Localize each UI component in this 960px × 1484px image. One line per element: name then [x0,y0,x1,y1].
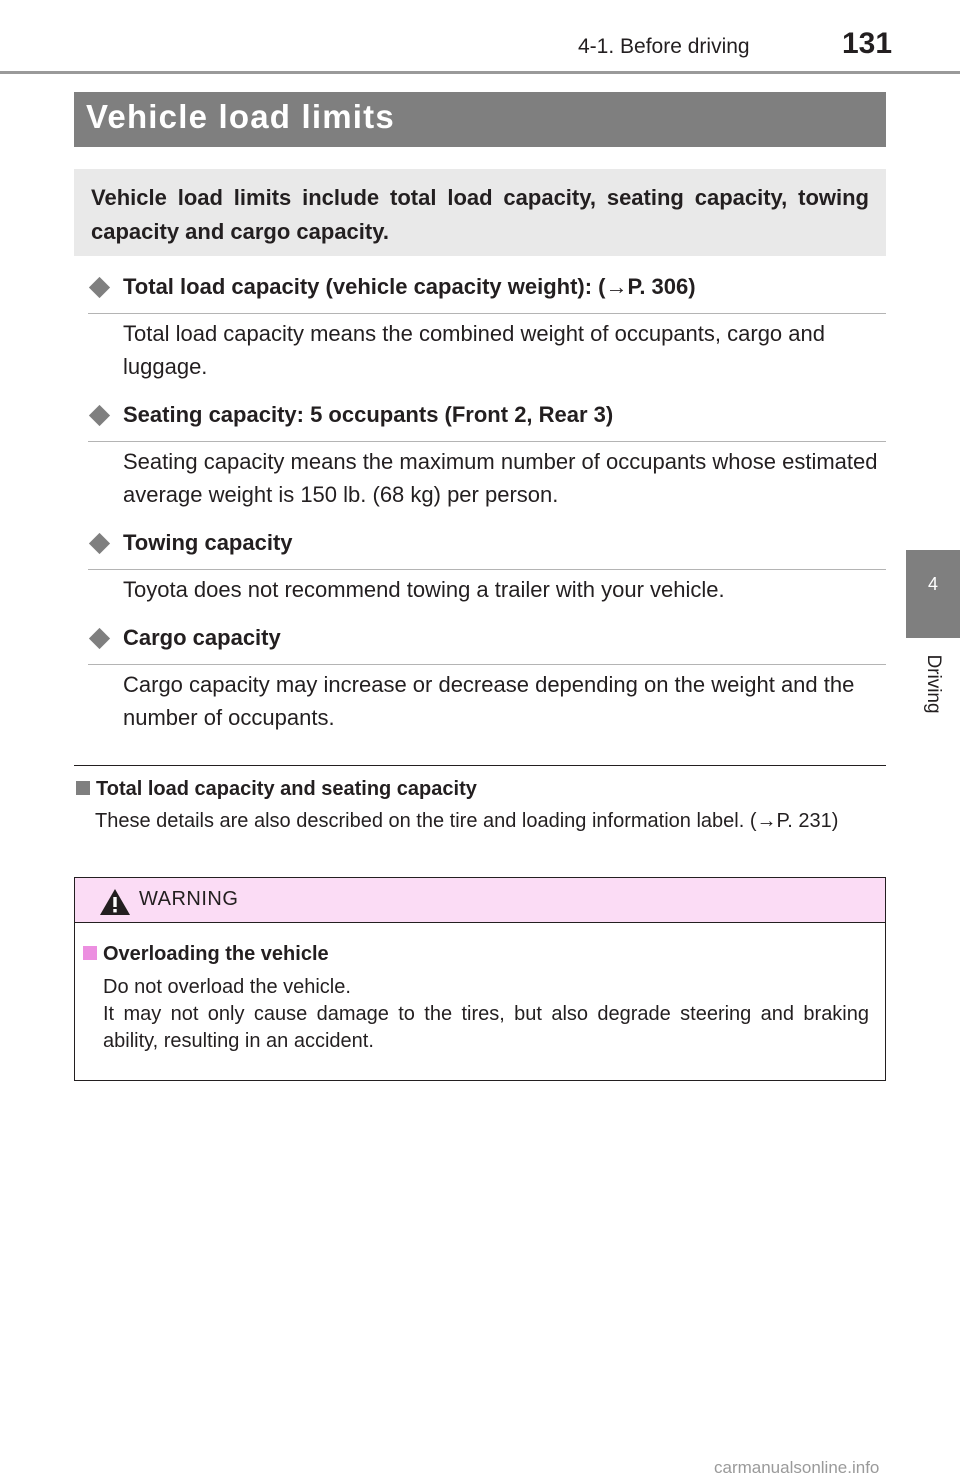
note-body: These details are also described on the tire and loading information label. (→P. 231) [95,810,839,832]
warning-title: Overloading the vehicle [103,943,329,965]
item-heading: Total load capacity (vehicle capacity weight): (→P. 306) [123,274,696,299]
warning-header [75,878,885,923]
item-heading: Towing capacity [123,530,293,555]
item-heading-row [88,271,886,314]
note-heading-row [76,778,477,801]
warning-body [103,974,869,1055]
diamond-bullet-icon [89,628,110,649]
title-bar [74,92,886,147]
warning-line: Do not overload the vehicle. [103,976,351,998]
item-heading: Cargo capacity [123,625,281,650]
chapter-number: 4 [927,574,938,594]
diamond-bullet-icon [89,533,110,554]
diamond-bullet-icon [89,277,110,298]
warning-title-row [83,943,329,966]
note-heading: Total load capacity and seating capacity [96,778,477,800]
intro-text: Vehicle load limits include total load capacity, seating capacity, towing capacity and cargo capacity. [91,185,869,244]
chapter-tab [906,550,960,638]
header-divider [0,71,960,74]
load-item-total [88,271,886,383]
item-body: Toyota does not recommend towing a trailer with your vehicle. [123,577,725,602]
page-number: 131 [842,27,893,60]
load-item-seating [88,399,886,511]
warning-line: It may not only cause damage to the tires, but also degrade steering and braking ability, resulting in an accident. [103,1003,869,1052]
load-item-cargo [88,622,886,734]
warning-triangle-icon [99,888,131,916]
square-bullet-icon [83,946,97,960]
item-body: Seating capacity means the maximum number of occupants whose estimated average weight is 150 lb. (68 kg) per person. [123,449,878,507]
item-heading: Seating capacity: 5 occupants (Front 2, Rear 3) [123,402,614,427]
warning-box [74,877,886,1081]
item-body: Cargo capacity may increase or decrease depending on the weight and the number of occupants. [123,672,855,730]
notes-divider [74,765,886,766]
square-bullet-icon [76,781,90,795]
load-item-towing [88,527,886,606]
chapter-label: Driving [923,654,944,714]
diamond-bullet-icon [89,405,110,426]
item-heading-row [88,527,886,570]
intro-box [74,169,886,256]
watermark: carmanualsonline.info [714,1458,880,1477]
page-title: Vehicle load limits [86,98,395,135]
item-heading-row [88,622,886,665]
item-heading-row [88,399,886,442]
item-body: Total load capacity means the combined weight of occupants, cargo and luggage. [123,321,825,379]
section-header: 4-1. Before driving [578,35,750,58]
warning-label: WARNING [139,888,239,910]
